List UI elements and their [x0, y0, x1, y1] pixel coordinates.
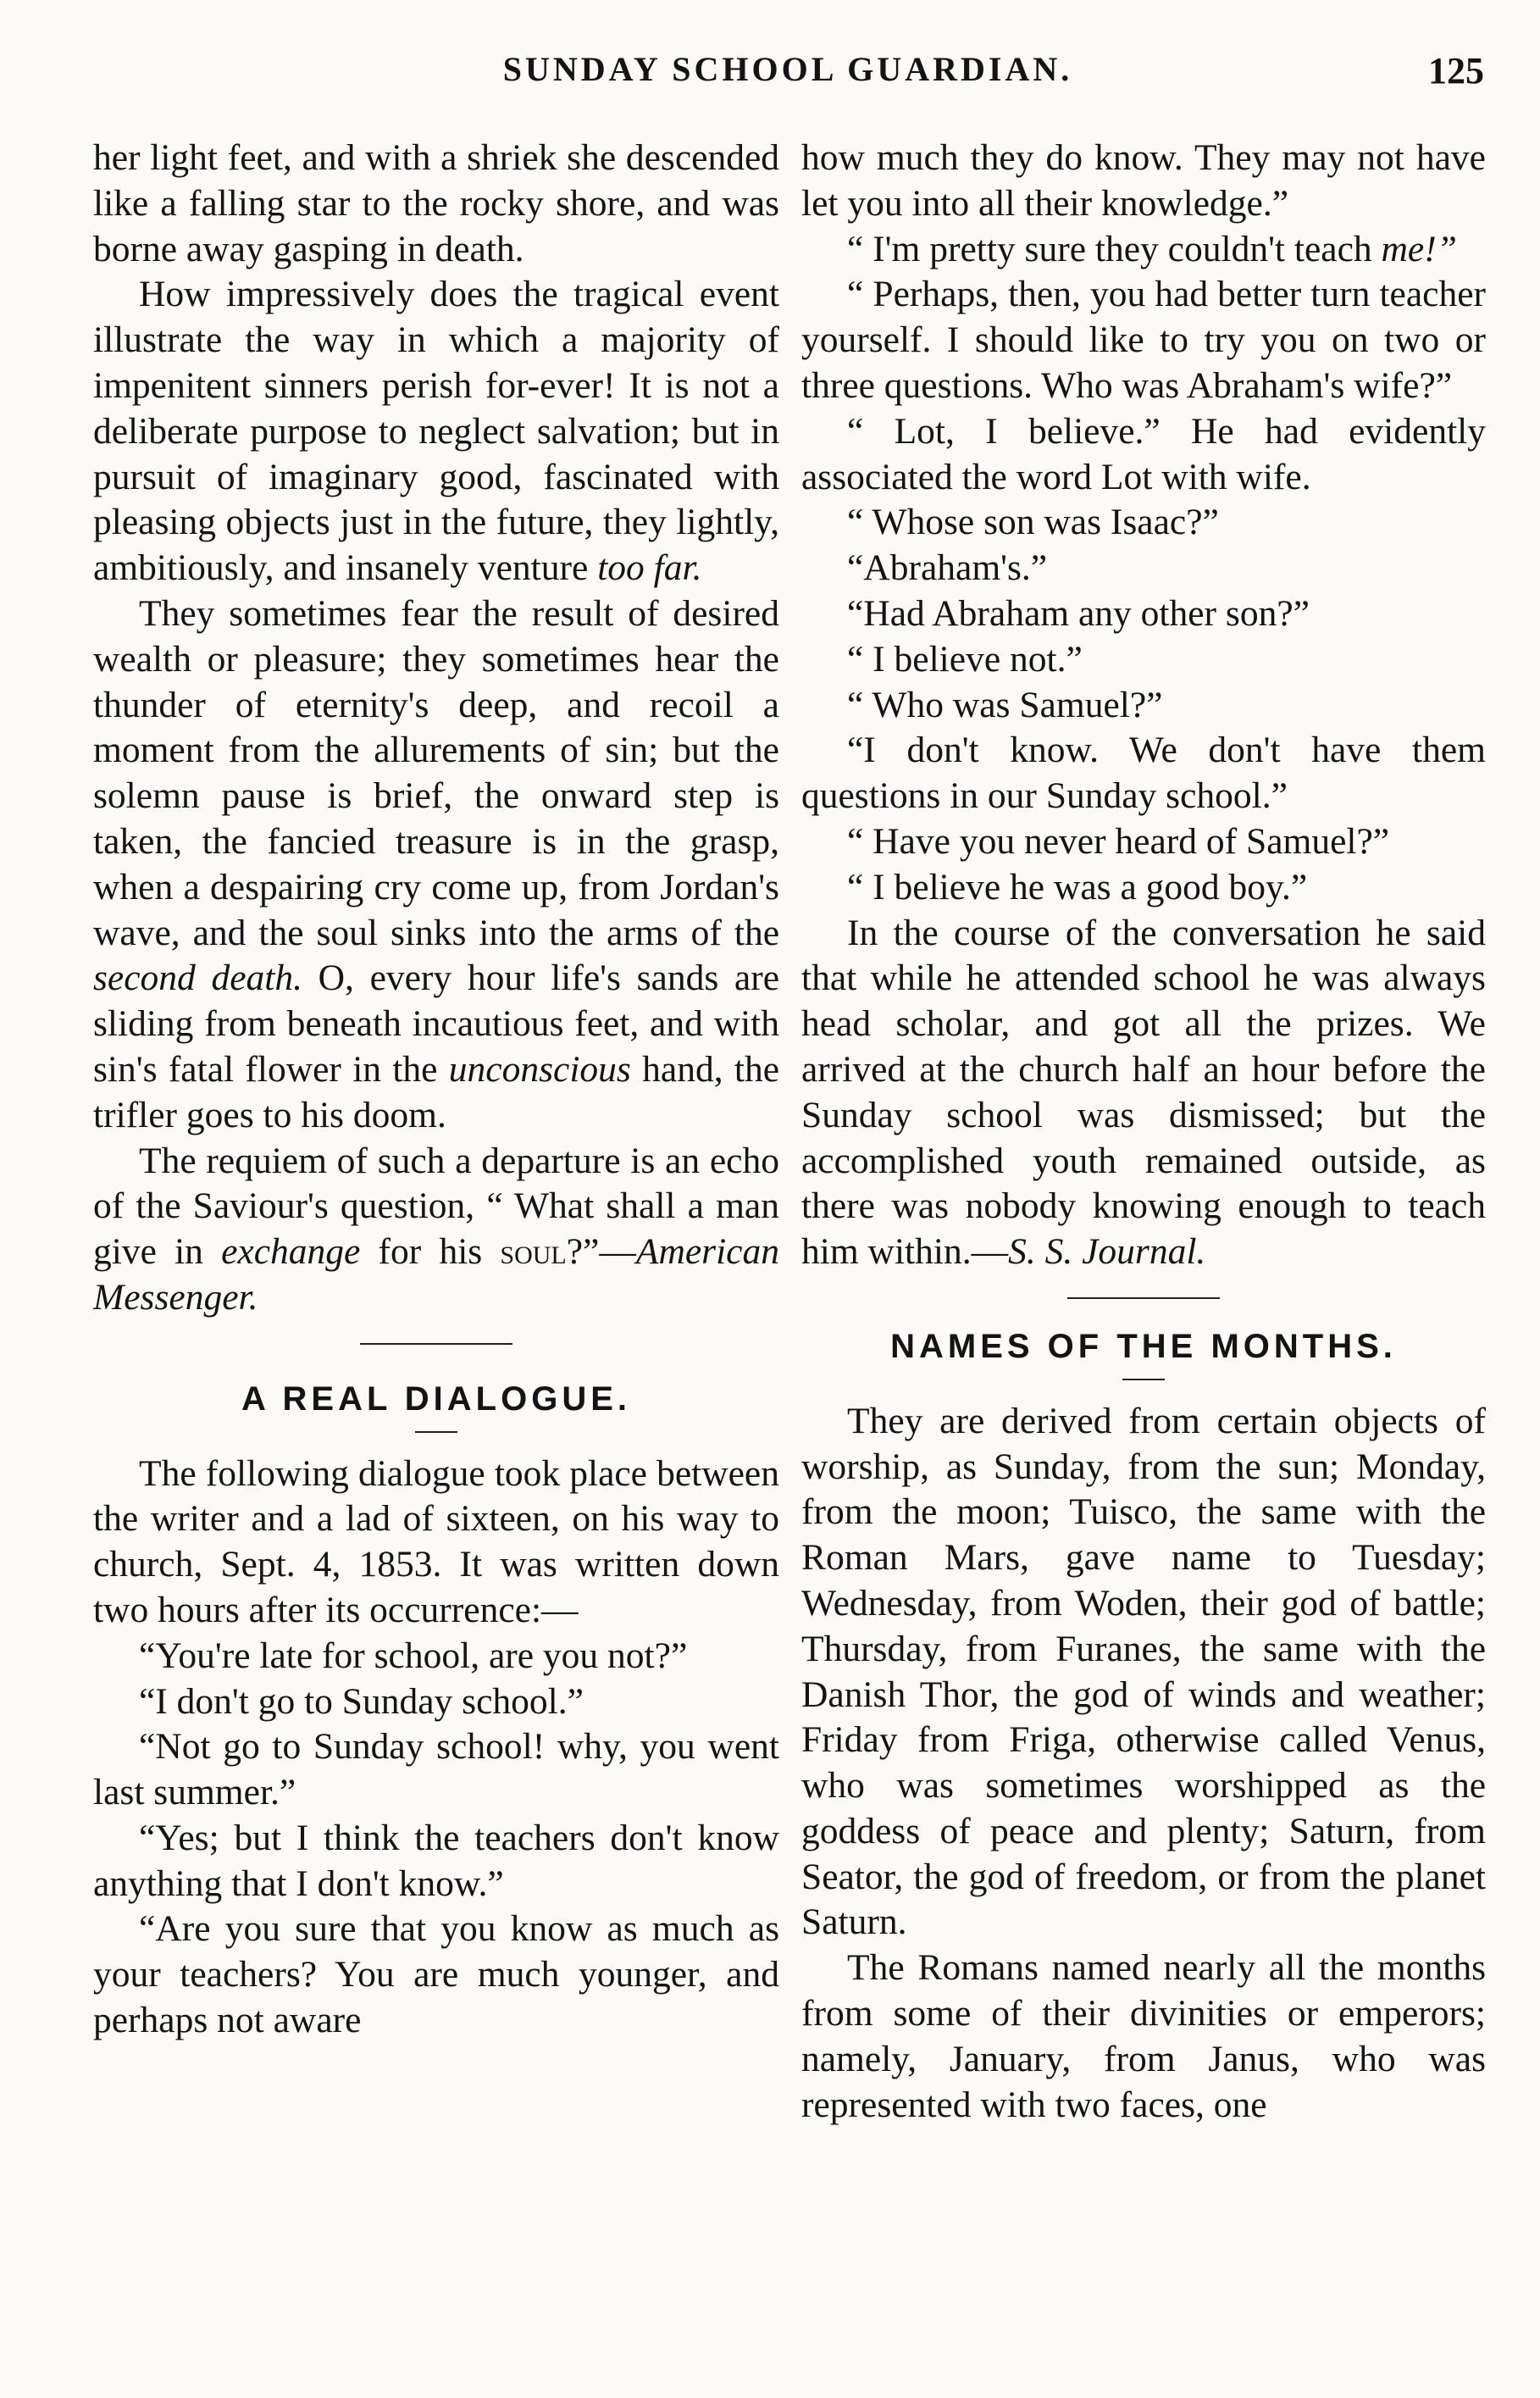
dialogue-line: “ I believe not.” — [847, 638, 1083, 680]
paragraph: The Romans named nearly all the months from some of their divinities or emperors; namely, January, from Janus, who was represented with two faces, one — [801, 1947, 1486, 2125]
dialogue-line: “Abraham's.” — [847, 547, 1048, 589]
paragraph: The requiem of such a departure is an echo of the Saviour's question, “ What shall a man give in exchange for his soul?”—American Messenger. — [93, 1140, 779, 1318]
paragraph: They sometimes fear the result of desired wealth or pleasure; they sometimes hear the thunder of eternity's deep, and recoil a moment from the allurements of sin; but the solemn pause is brief, the onward step is taken, the fancied treasure is in the grasp, when a despairing cry come up, from Jordan's wave, and the soul sinks into the arms of the second death. O, every hour life's sands are sliding from beneath incautious feet, and with sin's fatal flower in the unconscious hand, the trifler goes to his doom. — [93, 592, 780, 1135]
dialogue-line: “Yes; but I think the teachers don't know anything that I don't know.” — [93, 1817, 779, 1904]
left-column — [93, 136, 779, 2044]
dialogue-line: “ Perhaps, then, you had better turn teacher yourself. I should like to try you on two or three questions. Who was Abraham's wife?” — [801, 274, 1486, 406]
paragraph: How impressively does the tragical event illustrate the way in which a majority of impenitent sinners perish for-ever! It is not a deliberate purpose to neglect salvation; but in pursuit of imaginary good, fascinated with pleasing objects just in the future, they lightly, ambitiously, and insanely venture too far. — [93, 274, 779, 589]
paragraph: They are derived from certain objects of worship, as Sunday, from the sun; Monday, from the moon; Tuisco, the same with the Roman Mars, gave name to Tuesday; Wednesday, from Woden, their god of battle; Thursday, from Furanes, the same with the Danish Thor, the god of winds and weather; Friday from Friga, otherwise called Venus, who was sometimes worshipped as the goddess of peace and plenty; Saturn, from Seator, the god of freedom, or from the planet Saturn. — [801, 1400, 1486, 1943]
dialogue-line: “ I'm pretty sure they couldn't teach me!” — [847, 228, 1457, 269]
dialogue-line: “You're late for school, are you not?” — [139, 1635, 688, 1676]
dialogue-line: “Not go to Sunday school! why, you went last summer.” — [93, 1726, 779, 1813]
dialogue-line: “I don't go to Sunday school.” — [139, 1680, 584, 1722]
dialogue-line: “Are you sure that you know as much as your teachers? You are much younger, and perhaps not aware — [93, 1908, 779, 2041]
running-head: SUNDAY SCHOOL GUARDIAN. — [502, 50, 1073, 88]
page-number: 125 — [1428, 50, 1484, 92]
dialogue-line: “I don't know. We don't have them questions in our Sunday school.” — [801, 730, 1486, 817]
paragraph: how much they do know. They may not have let you into all their knowledge.” — [801, 137, 1486, 224]
dialogue-line: “ Whose son was Isaac?” — [847, 502, 1219, 543]
paragraph: her light feet, and with a shriek she descended like a falling star to the rocky shore, and was borne away gasping in death. — [93, 137, 779, 269]
page-header — [85, 49, 1491, 108]
right-column — [801, 136, 1486, 2128]
paragraph: The following dialogue took place between the writer and a lad of sixteen, on his way to church, Sept. 4, 1853. It was written down two hours after its occurrence:— — [93, 1452, 779, 1630]
dialogue-line: “ I believe he was a good boy.” — [847, 866, 1308, 908]
dialogue-line: “ Lot, I believe.” He had evidently associated the word Lot with wife. — [801, 410, 1486, 497]
section-title: NAMES OF THE MONTHS. — [890, 1327, 1397, 1365]
dialogue-line: “Had Abraham any other son?” — [847, 592, 1310, 634]
section-title: A REAL DIALOGUE. — [241, 1379, 632, 1418]
dialogue-line: “ Who was Samuel?” — [847, 684, 1163, 725]
dialogue-line: “ Have you never heard of Samuel?” — [847, 820, 1390, 862]
paragraph: In the course of the conversation he said that while he attended school he was always head scholar, and got all the prizes. We arrived at the church half an hour before the Sunday school was dismissed; but the accomplished youth remained outside, as there was nobody knowing enough to teach him within.—S. S. Journal. — [801, 912, 1486, 1273]
